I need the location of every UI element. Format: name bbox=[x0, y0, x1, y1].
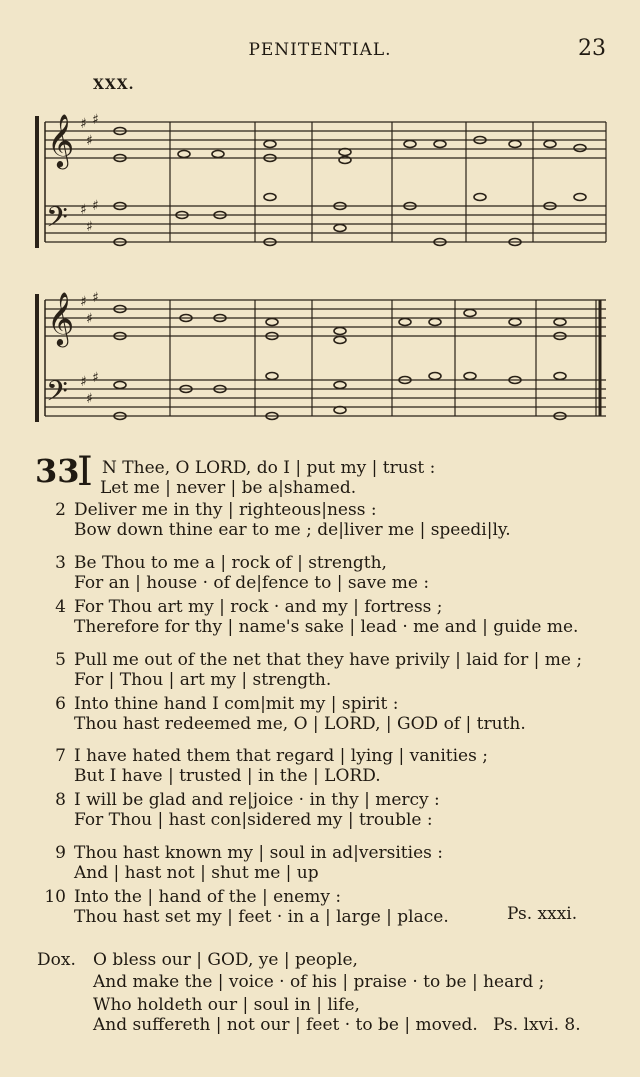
verse-line-2: Therefore for thy | name's sake | lead · me and | guide me. bbox=[74, 617, 579, 637]
verse-line-2: For | Thou | art my | strength. bbox=[74, 670, 332, 690]
verse-line-1: N Thee, O LORD, do I | put my | trust : bbox=[102, 458, 436, 478]
verse-line-2: Thou hast redeemed me, O | LORD, | GOD of | truth. bbox=[74, 714, 526, 734]
verse-line-2: But I have | trusted | in the | LORD. bbox=[74, 766, 381, 786]
verse-line-2: And | hast not | shut me | up bbox=[74, 863, 319, 883]
verse-line-1: Pull me out of the net that they have privily | laid for | me ; bbox=[74, 650, 583, 670]
tune-label: XXX. bbox=[93, 77, 135, 93]
svg-text:♯: ♯ bbox=[80, 374, 87, 390]
verse-line-2: Bow down thine ear to me ; de|liver me | speedi|ly. bbox=[74, 520, 511, 540]
svg-text:♯: ♯ bbox=[92, 198, 99, 214]
staff-treble-2 bbox=[45, 300, 606, 336]
verse-number: 6 bbox=[55, 694, 66, 714]
doxology-line: And suffereth | not our | feet · to be | moved. bbox=[93, 1015, 478, 1035]
page-number: 23 bbox=[578, 36, 606, 61]
verse-line-2: For Thou | hast con|sidered my | trouble : bbox=[74, 810, 433, 830]
verse-number: 3 bbox=[55, 553, 66, 573]
doxology-label: Dox. bbox=[37, 950, 76, 970]
page-header-title: PENITENTIAL. bbox=[248, 40, 392, 60]
staff-treble-1 bbox=[45, 122, 606, 158]
notes bbox=[114, 128, 586, 420]
treble-clef-icon: 𝄞 bbox=[47, 113, 75, 167]
svg-text:♯: ♯ bbox=[80, 202, 87, 218]
verse-line-1: Be Thou to me a | rock of | strength, bbox=[74, 553, 387, 573]
verse-line-2: Thou hast set my | feet · in a | large | place. bbox=[74, 907, 449, 927]
music-score bbox=[0, 0, 640, 450]
svg-text:♯: ♯ bbox=[86, 391, 93, 407]
key-signature bbox=[80, 112, 99, 407]
verse-line-1: Into thine hand I com|mit my | spirit : bbox=[74, 694, 399, 714]
svg-text:♯: ♯ bbox=[92, 290, 99, 306]
verse-line-2: Let me | never | be a|shamed. bbox=[100, 478, 357, 498]
drop-cap-I: I bbox=[77, 449, 93, 495]
doxology-line: And make the | voice · of his | praise · to be | heard ; bbox=[93, 972, 545, 992]
verse-number: 5 bbox=[55, 650, 66, 670]
verse-number: 7 bbox=[55, 746, 66, 766]
svg-text:♯: ♯ bbox=[92, 370, 99, 386]
bass-clef-icon: 𝄢 bbox=[46, 201, 68, 241]
svg-text:♯: ♯ bbox=[86, 219, 93, 235]
verse-number: 4 bbox=[55, 597, 66, 617]
verse-line-1: I have hated them that regard | lying | vanities ; bbox=[74, 746, 488, 766]
staff-bass-1 bbox=[45, 206, 606, 242]
svg-text:♯: ♯ bbox=[92, 112, 99, 128]
treble-clef-icon: 𝄞 bbox=[47, 291, 75, 345]
verse-line-1: Into the | hand of the | enemy : bbox=[74, 887, 342, 907]
svg-text:♯: ♯ bbox=[80, 116, 87, 132]
verse-line-1: For Thou art my | rock · and my | fortress ; bbox=[74, 597, 443, 617]
verse-line-1: I will be glad and re|joice · in thy | mercy : bbox=[74, 790, 440, 810]
svg-text:♯: ♯ bbox=[86, 133, 93, 149]
staff-bass-2 bbox=[45, 380, 606, 416]
verse-number: 10 bbox=[44, 887, 66, 907]
doxology-line: Who holdeth our | soul in | life, bbox=[93, 995, 360, 1015]
svg-text:♯: ♯ bbox=[86, 311, 93, 327]
svg-text:♯: ♯ bbox=[80, 294, 87, 310]
bass-clef-icon: 𝄢 bbox=[46, 375, 68, 415]
doxology-reference: Ps. lxvi. 8. bbox=[493, 1015, 581, 1035]
verse-line-1: Thou hast known my | soul in ad|versities : bbox=[74, 843, 443, 863]
psalm-reference: Ps. xxxi. bbox=[507, 904, 578, 924]
verse-number: 9 bbox=[55, 843, 66, 863]
verse-number: 8 bbox=[55, 790, 66, 810]
verse-line-1: Deliver me in thy | righteous|ness : bbox=[74, 500, 377, 520]
doxology-line: O bless our | GOD, ye | people, bbox=[93, 950, 358, 970]
verse-number-33: 33 bbox=[35, 452, 80, 490]
verse-number: 2 bbox=[55, 500, 66, 520]
verse-line-2: For an | house · of de|fence to | save me : bbox=[74, 573, 430, 593]
